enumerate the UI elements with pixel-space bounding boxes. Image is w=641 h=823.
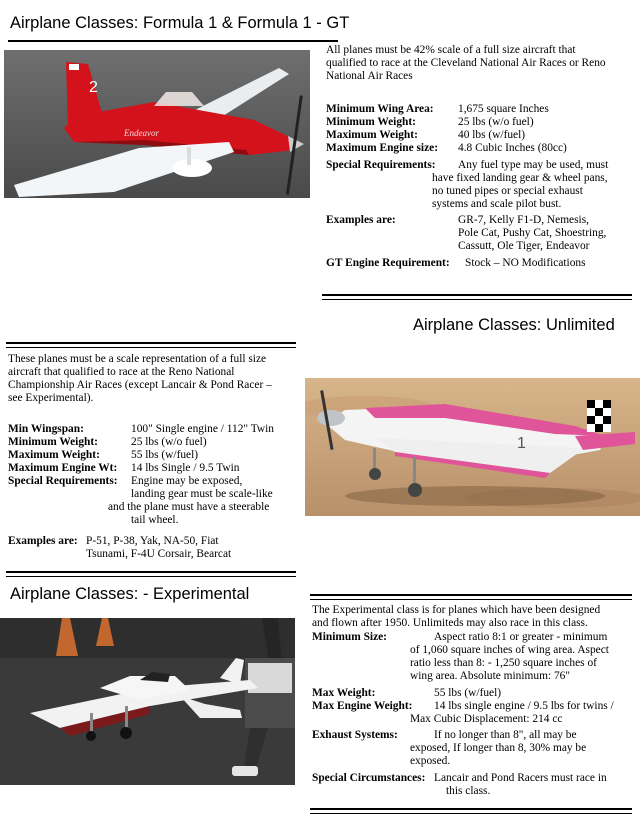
spec-label: Special Requirements:: [326, 159, 436, 171]
spec-value: Lancair and Pond Racers must race in: [434, 772, 607, 784]
intro-line: Championship Air Races (except Lancair & Pond Racer –: [8, 379, 272, 391]
spec-value: have fixed landing gear & wheel pans,: [432, 172, 608, 184]
spec-label: GT Engine Requirement:: [326, 257, 450, 269]
spec-label: Special Requirements:: [8, 475, 118, 487]
spec-value: exposed, If longer than 8, 30% may be: [410, 742, 587, 754]
section-divider: [310, 599, 632, 600]
spec-label: Examples are:: [8, 535, 78, 547]
unlimited-heading: Airplane Classes: Unlimited: [413, 316, 615, 334]
spec-value: 14 lbs Single / 9.5 Twin: [131, 462, 240, 474]
intro-line: and flown after 1950. Unlimiteds may also race in this class.: [312, 617, 588, 629]
spec-value: Max Cubic Displacement: 214 cc: [410, 713, 563, 725]
tail-number: 2: [89, 79, 98, 96]
spec-value: If no longer than 8", all may be: [434, 729, 577, 741]
spec-value: Any fuel type may be used, must: [458, 159, 609, 171]
spec-value: of 1,060 square inches of wing area. Aspect: [410, 644, 609, 656]
spec-label: Maximum Weight:: [326, 129, 418, 141]
section-divider: [310, 594, 632, 596]
spec-value: GR-7, Kelly F1-D, Nemesis,: [458, 214, 589, 226]
section-divider: [310, 808, 632, 810]
spec-value: tail wheel.: [131, 514, 179, 526]
section-divider: [6, 342, 296, 344]
spec-value: ratio less than 8: - 1,250 square inches of: [410, 657, 597, 669]
intro-line: aircraft that qualified to race at the Reno National: [8, 366, 235, 378]
spec-value: 55 lbs (w/fuel): [131, 449, 199, 461]
section-divider: [6, 347, 296, 348]
intro-line: qualified to race at the Cleveland National Air Races or Reno: [326, 57, 606, 69]
spec-value: 40 lbs (w/fuel): [458, 129, 526, 141]
spec-value: landing gear must be scale-like: [131, 488, 273, 500]
spec-value: wing area. Absolute minimum: 76": [410, 670, 570, 682]
intro-line: The Experimental class is for planes which have been designed: [312, 604, 601, 616]
spec-value: this class.: [446, 785, 491, 797]
section-divider: [322, 294, 632, 296]
spec-value: 4.8 Cubic Inches (80cc): [458, 142, 567, 154]
spec-value: Stock – NO Modifications: [465, 257, 586, 269]
spec-label: Minimum Size:: [312, 631, 387, 643]
spec-value: 100" Single engine / 112" Twin: [131, 423, 274, 435]
spec-value: 1,675 square Inches: [458, 103, 549, 115]
intro-line: All planes must be 42% scale of a full size aircraft that: [326, 44, 576, 56]
spec-label: Min Wingspan:: [8, 423, 84, 435]
spec-label: Special Circumstances:: [312, 772, 426, 784]
intro-line: see Experimental).: [8, 392, 94, 404]
spec-value: Tsunami, F-4U Corsair, Bearcat: [86, 548, 232, 560]
spec-label: Max Weight:: [312, 687, 376, 699]
spec-label: Minimum Wing Area:: [326, 103, 434, 115]
spec-value: exposed.: [410, 755, 451, 767]
spec-value: 25 lbs (w/o fuel): [458, 116, 534, 128]
spec-value: and the plane must have a steerable: [108, 501, 270, 513]
pink-unlimited-racer-photo: [305, 378, 640, 516]
spec-label: Max Engine Weight:: [312, 700, 413, 712]
spec-value: Engine may be exposed,: [131, 475, 243, 487]
section-divider: [322, 299, 632, 300]
spec-label: Maximum Weight:: [8, 449, 100, 461]
spec-label: Maximum Engine Wt:: [8, 462, 118, 474]
heading-underline: [8, 40, 338, 42]
spec-label: Minimum Weight:: [8, 436, 98, 448]
spec-label: Examples are:: [326, 214, 396, 226]
spec-value: Pole Cat, Pushy Cat, Shoestring,: [458, 227, 607, 239]
spec-label: Exhaust Systems:: [312, 729, 398, 741]
spec-label: Minimum Weight:: [326, 116, 416, 128]
spec-value: P-51, P-38, Yak, NA-50, Fiat: [86, 535, 219, 547]
intro-line: National Air Races: [326, 70, 413, 82]
section-divider: [6, 571, 296, 573]
formula-1-heading: Airplane Classes: Formula 1 & Formula 1 - GT: [10, 14, 350, 32]
spec-value: 25 lbs (w/o fuel): [131, 436, 207, 448]
unlimited-intro: [8, 353, 298, 405]
formula-1-intro: [326, 44, 636, 83]
section-divider: [6, 576, 296, 577]
spec-value: Aspect ratio 8:1 or greater - minimum: [434, 631, 608, 643]
spec-value: 55 lbs (w/fuel): [434, 687, 502, 699]
section-divider: [310, 813, 632, 814]
experimental-heading: Airplane Classes: - Experimental: [10, 585, 250, 603]
experimental-intro: [312, 604, 640, 630]
white-experimental-airplane-photo: [0, 618, 295, 785]
race-number: 1: [517, 435, 526, 452]
spec-label: Maximum Engine size:: [326, 142, 438, 154]
spec-value: systems and scale pilot bust.: [432, 198, 562, 210]
red-formula-1-airplane-photo: [4, 50, 310, 198]
spec-value: 14 lbs single engine / 9.5 lbs for twins /: [434, 700, 614, 712]
intro-line: These planes must be a scale representation of a full size: [8, 353, 267, 365]
fuselage-lettering: Endeavor: [124, 128, 159, 138]
spec-value: Cassutt, Ole Tiger, Endeavor: [458, 240, 590, 252]
spec-value: no tuned pipes or special exhaust: [432, 185, 583, 197]
